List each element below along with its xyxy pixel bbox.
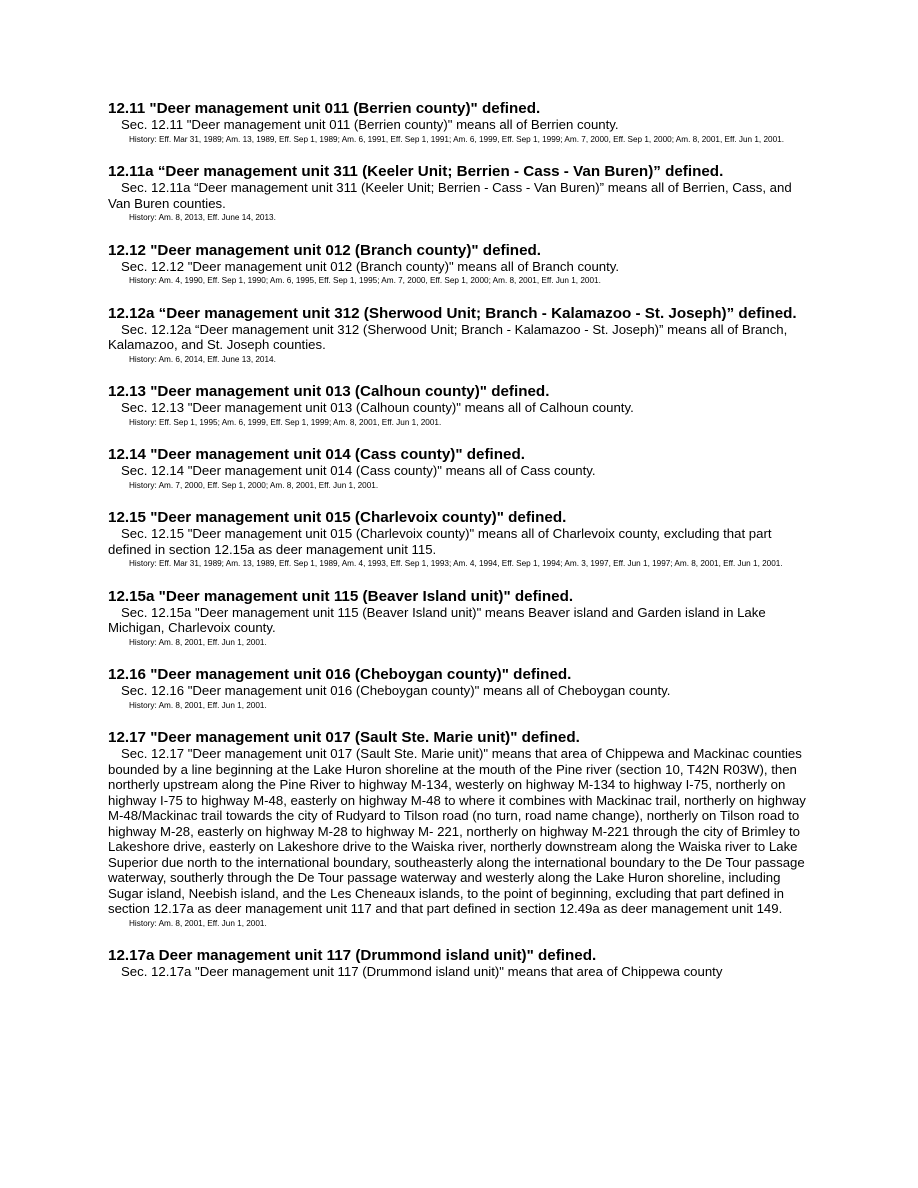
section-heading: 12.15a "Deer management unit 115 (Beaver Island unit)" defined.	[108, 587, 574, 605]
section-12-14	[108, 446, 808, 491]
section-heading: 12.16 "Deer management unit 016 (Cheboygan county)" defined.	[108, 666, 572, 683]
section-body: Sec. 12.11a “Deer management unit 311 (Keeler Unit; Berrien - Cass - Van Buren)” means all of Berrien, Cass, and Van Buren counties.	[108, 180, 792, 211]
section-body: Sec. 12.15 "Deer management unit 015 (Charlevoix county)" means all of Charlevoix county, excluding that part defined in section 12.15a as deer management unit 115.	[108, 526, 772, 557]
document-page	[108, 100, 808, 998]
section-body: Sec. 12.15a "Deer management unit 115 (Beaver Island unit)" means Beaver island and Garden island in Lake Michigan, Charlevoix county.	[108, 604, 766, 635]
section-history: History: Am. 7, 2000, Eff. Sep 1, 2000; Am. 8, 2001, Eff. Jun 1, 2001.	[129, 480, 379, 490]
section-body: Sec. 12.16 "Deer management unit 016 (Cheboygan county)" means all of Cheboygan county.	[121, 683, 671, 698]
section-history: History: Eff. Mar 31, 1989; Am. 13, 1989, Eff. Sep 1, 1989, Am. 4, 1993, Eff. Sep 1, 1993; Am. 4, 1994, Eff. Sep 1, 1994; Am. 3, 1997, Eff. Jun 1, 1997; Am. 8, 2001, Eff. Jun 1, 2001.	[129, 559, 783, 568]
section-heading: 12.13 "Deer management unit 013 (Calhoun county)" defined.	[108, 383, 550, 400]
section-history: History: Eff. Mar 31, 1989; Am. 13, 1989, Eff. Sep 1, 1989; Am. 6, 1991, Eff. Sep 1, 1991; Am. 6, 1999, Eff. Sep 1, 1999; Am. 7, 2000, Eff. Sep 1, 2000; Am. 8, 2001, Eff. Jun 1, 2001.	[129, 134, 784, 144]
section-12-16	[108, 666, 808, 711]
section-body: Sec. 12.13 "Deer management unit 013 (Calhoun county)" means all of Calhoun county.	[121, 400, 634, 415]
section-history: History: Am. 8, 2013, Eff. June 14, 2013.	[129, 213, 276, 222]
section-heading: 12.17 "Deer management unit 017 (Sault Ste. Marie unit)" defined.	[108, 729, 580, 746]
section-heading: 12.17a Deer management unit 117 (Drummond island unit)" defined.	[108, 947, 597, 964]
section-12-12	[108, 242, 808, 287]
section-12-11	[108, 100, 808, 145]
section-heading: 12.11a “Deer management unit 311 (Keeler Unit; Berrien - Cass - Van Buren)” defined.	[108, 163, 724, 180]
section-history: History: Am. 6, 2014, Eff. June 13, 2014.	[129, 354, 276, 364]
section-heading: 12.12 "Deer management unit 012 (Branch county)" defined.	[108, 241, 542, 259]
section-12-13	[108, 383, 808, 428]
section-12-15	[108, 509, 808, 570]
section-body: Sec. 12.11 "Deer management unit 011 (Berrien county)" means all of Berrien county.	[121, 117, 619, 132]
section-body: Sec. 12.14 "Deer management unit 014 (Cass county)" means all of Cass county.	[121, 463, 596, 478]
section-heading: 12.12a “Deer management unit 312 (Sherwood Unit; Branch - Kalamazoo - St. Joseph)” defined.	[108, 304, 797, 322]
section-body: Sec. 12.12a “Deer management unit 312 (Sherwood Unit; Branch - Kalamazoo - St. Joseph)” means all of Branch, Kalamazoo, and St. Joseph counties.	[108, 321, 788, 352]
section-history: History: Eff. Sep 1, 1995; Am. 6, 1999, Eff. Sep 1, 1999; Am. 8, 2001, Eff. Jun 1, 2001.	[129, 417, 442, 427]
section-12-17a	[108, 947, 808, 980]
section-heading: 12.11 "Deer management unit 011 (Berrien county)" defined.	[108, 100, 541, 117]
section-heading: 12.15 "Deer management unit 015 (Charlevoix county)" defined.	[108, 509, 567, 526]
section-heading: 12.14 "Deer management unit 014 (Cass county)" defined.	[108, 446, 525, 463]
section-body: Sec. 12.17a "Deer management unit 117 (Drummond island unit)" means that area of Chippewa county	[121, 964, 723, 979]
section-12-15a	[108, 588, 808, 649]
section-body: Sec. 12.17 "Deer management unit 017 (Sault Ste. Marie unit)" means that area of Chippewa and Mackinac counties bounded by a line beginning at the Lake Huron shoreline at the mouth of the Pine river (section 10, T42N R03W), then northerly upstream along the Pine River to highway M-134, westerly on highway M-134 to highway I-75, northerly on highway I-75 to highway M-48, easterly on highway M-48 to where it combines with Mackinac trail, northerly on highway M-48/Mackinac trail towards the city of Rudyard to Tilson road (no turn, road name change), northerly on Tilson road to highway M-28, easterly on highway M-28 to highway M- 221, northerly on highway M-221 through the city of Brimley to Lakeshore drive, easterly on Lakeshore drive to the Waiska river, northerly downstream along the Waiska river to Lake Superior due north to the international boundary, southeasterly along the international boundary to the De Tour passage waterway, southerly through the De Tour passage waterway and westerly along the Lake Huron shoreline, including Sugar island, Neebish island, and the Les Cheneaux islands, to the point of beginning, excluding that part defined in section 12.17a as deer management unit 117 and that part defined in section 12.49a as deer management unit 149.	[108, 746, 806, 916]
section-body: Sec. 12.12 "Deer management unit 012 (Branch county)" means all of Branch county.	[121, 258, 620, 274]
section-history: History: Am. 8, 2001, Eff. Jun 1, 2001.	[129, 700, 267, 710]
section-12-12a	[108, 305, 808, 366]
section-12-11a	[108, 163, 808, 224]
section-history: History: Am. 8, 2001, Eff. Jun 1, 2001.	[129, 918, 267, 928]
section-history: History: Am. 4, 1990, Eff. Sep 1, 1990; Am. 6, 1995, Eff. Sep 1, 1995; Am. 7, 2000, Eff. Sep 1, 2000; Am. 8, 2001, Eff. Jun 1, 2001.	[129, 276, 601, 285]
section-12-17	[108, 729, 808, 929]
section-history: History: Am. 8, 2001, Eff. Jun 1, 2001.	[129, 637, 267, 647]
